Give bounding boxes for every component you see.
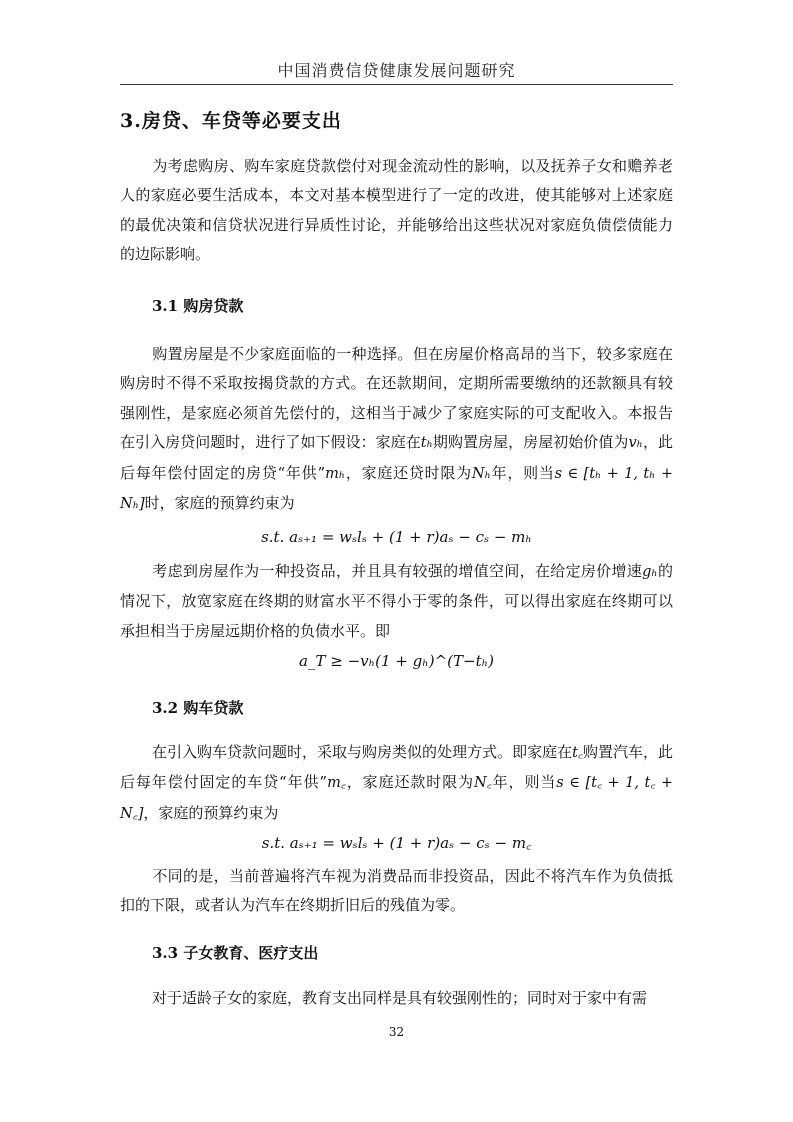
- car-loan-paragraph: 在引入购车贷款问题时，采取与购房类似的处理方式。即家庭在t꜀购置汽车，此后每年偿付固定的车贷“年供”m꜀，家庭还款时限为N꜀年，则当s ∈ [t꜀ + 1, t꜀ + N꜀]，家庭的预算约束为: [120, 743, 673, 822]
- math-mc: m꜀: [327, 775, 346, 792]
- intro-paragraph: 为考虑购房、购车家庭贷款偿付对现金流动性的影响，以及抚养子女和赡养老人的家庭必要生活成本，本文对基本模型进行了一定的改进，使其能够对上述家庭的最优决策和信贷状况进行异质性讨论，并能够给出这些状况对家庭负债偿债能力的边际影响。: [120, 157, 673, 264]
- education-paragraph: 对于适龄子女的家庭，教育支出同样是具有较强刚性的；同时对于家中有需: [152, 989, 648, 1007]
- subsection-heading-3-3: 3.3 子女教育、医疗支出: [152, 944, 319, 962]
- housing-loan-paragraph: 购置房屋是不少家庭面临的一种选择。但在房屋价格高昂的当下，较多家庭在购房时不得不采取按揭贷款的方式。在还款期间，定期所需要缴纳的还款额具有较强刚性，是家庭必须首先偿付的，这相当于减少了家庭实际的可支配收入。本报告在引入房贷问题时，进行了如下假设：家庭在tₕ期购置房屋，房屋初始价值为vₕ，此后每年偿付固定的房贷“年供”mₕ，家庭还贷时限为Nₕ年，则当s ∈ [tₕ + 1, tₕ + Nₕ]时，家庭的预算约束为: [120, 345, 673, 513]
- subsection-heading-3-1: 3.1 购房贷款: [152, 297, 244, 315]
- header-rule: [120, 84, 673, 85]
- equation-housing-budget: s.t. aₛ₊₁ = wₛlₛ + (1 + r)aₛ − cₛ − mₕ: [261, 528, 532, 546]
- equation-car-budget: s.t. aₛ₊₁ = wₛlₛ + (1 + r)aₛ − cₛ − m꜀: [261, 834, 532, 852]
- car-depreciation-paragraph: 不同的是，当前普遍将汽车视为消费品而非投资品，因此不将汽车作为负债抵扣的下限，或者认为汽车在终期折旧后的残值为零。: [120, 867, 673, 915]
- math-range-c: s ∈ [t꜀ + 1, t꜀ + N꜀]: [120, 775, 673, 822]
- running-header: 中国消费信贷健康发展问题研究: [277, 61, 516, 80]
- math-range-h: s ∈ [tₕ + 1, tₕ + Nₕ]: [120, 465, 673, 513]
- math-mh: mₕ: [325, 465, 346, 482]
- math-th: tₕ: [420, 435, 433, 452]
- math-tc: t꜀: [572, 745, 583, 761]
- page-number: 32: [388, 1025, 405, 1039]
- housing-appreciation-paragraph: 考虑到房屋作为一种投资品，并且具有较强的增值空间，在给定房价增速gₕ的情况下，放宽家庭在终期的财富水平不得小于零的条件，可以得出家庭在终期可以承担相当于房屋远期价格的负债水平。即: [120, 562, 673, 640]
- math-Nh: Nₕ: [471, 465, 491, 482]
- math-gh: gₕ: [642, 564, 658, 580]
- math-vh: vₕ: [628, 435, 643, 452]
- section-heading: 3.房贷、车贷等必要支出: [120, 110, 342, 132]
- subsection-heading-3-2: 3.2 购车贷款: [152, 699, 244, 717]
- equation-terminal-wealth: a_T ≥ −vₕ(1 + gₕ)^(T−tₕ): [299, 652, 494, 670]
- math-Nc: N꜀: [474, 775, 492, 792]
